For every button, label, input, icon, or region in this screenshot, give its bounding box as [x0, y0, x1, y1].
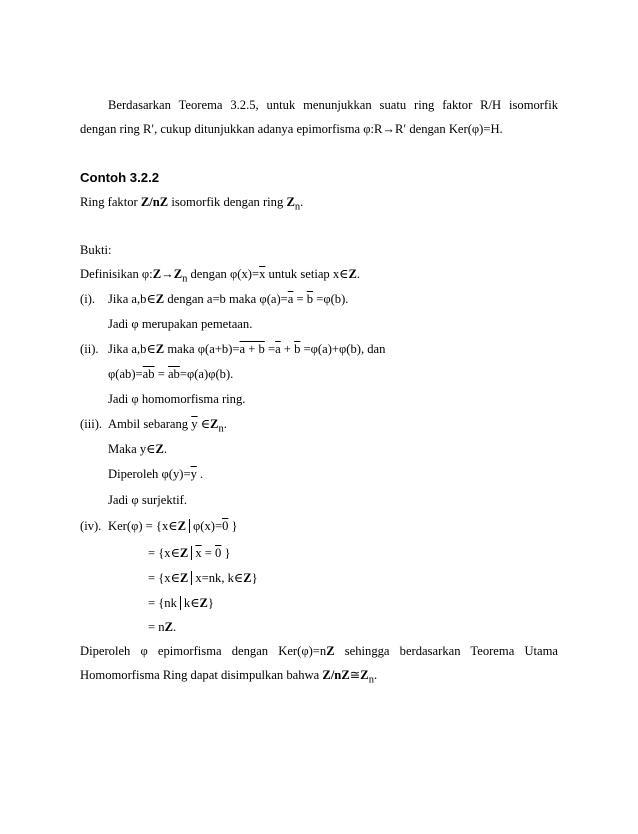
item-iv-line-2: = {x∈Z $\overline{x} = 0$ } — [148, 546, 231, 560]
paragraph-line-1: Berdasarkan Teorema 3.2.5, untuk menunjukkan suatu ring faktor R/H isomorfik — [108, 98, 558, 112]
item-iv-line-4: = {nk k∈Z} — [148, 596, 214, 610]
item-iii-line-3: Diperoleh $\varphi(y)=\overline{y}$ . — [108, 467, 204, 481]
item-iii-line-1: Ambil sebarang $\overline{y}$ $\in Z_n$. — [108, 417, 227, 435]
item-label: (iv). — [80, 519, 102, 533]
set-bar-divider — [191, 546, 192, 560]
item-iii-line-2: Maka y∈Z. — [108, 442, 168, 456]
item-ii-line-3: Jadi φ homomorfisma ring. — [108, 392, 246, 406]
set-bar-divider — [189, 519, 190, 533]
item-i-line-2: Jadi φ merupakan pemetaan. — [108, 317, 253, 331]
definition-line: Definisikan $\varphi:Z\to Z_n$ dengan $\varphi(x)=\overline{x}$ untuk setiap x∈Z. — [80, 267, 361, 285]
example-heading: Contoh 3.2.2 — [80, 170, 160, 185]
conclusion-line-2: Homomorfisma Ring dapat disimpulkan bahwa $Z/nZ≅Z_n$. — [80, 668, 378, 686]
proof-label: Bukti: — [80, 243, 112, 257]
item-iv-line-3: = {x∈Z x=nk, k∈Z} — [148, 571, 258, 585]
item-iv-line-1: Ker(φ) = {x∈Z φ(x)=0 } — [108, 519, 238, 533]
item-label: (iii). — [80, 417, 103, 431]
item-i-line-1: Jika a,b∈Z dengan a=b maka $\varphi(a)=\overline{a} = \overline{b} =\varphi(b)$. — [108, 292, 349, 306]
paragraph-line-2: dengan ring R′, cukup ditunjukkan adanya epimorfisma φ:R→R′ dengan Ker(φ)=H. — [80, 122, 503, 136]
set-bar-divider — [180, 596, 181, 610]
item-ii-line-2: $\varphi(ab)=\overline{ab} = \overline{a}\overline{b}=\varphi(a)\varphi(b)$. — [108, 367, 234, 381]
item-iv-line-5: = nZ. — [148, 620, 177, 634]
item-ii-line-1: Jika a,b∈Z maka $\varphi(a+b)=a + b =\overline{a} + \overline{b} =\varphi(a)+\varphi(b)$, dan — [108, 342, 386, 356]
example-statement: Ring faktor Z/nZ isomorfik dengan ring $Z_n$. — [80, 195, 304, 213]
item-iii-line-4: Jadi φ surjektif. — [108, 493, 187, 507]
conclusion-line-1: Diperoleh φ epimorfisma dengan Ker(φ)=nZ sehingga berdasarkan Teorema Utama — [80, 644, 559, 658]
item-label: (i). — [80, 292, 96, 306]
set-bar-divider — [191, 571, 192, 585]
item-label: (ii). — [80, 342, 99, 356]
